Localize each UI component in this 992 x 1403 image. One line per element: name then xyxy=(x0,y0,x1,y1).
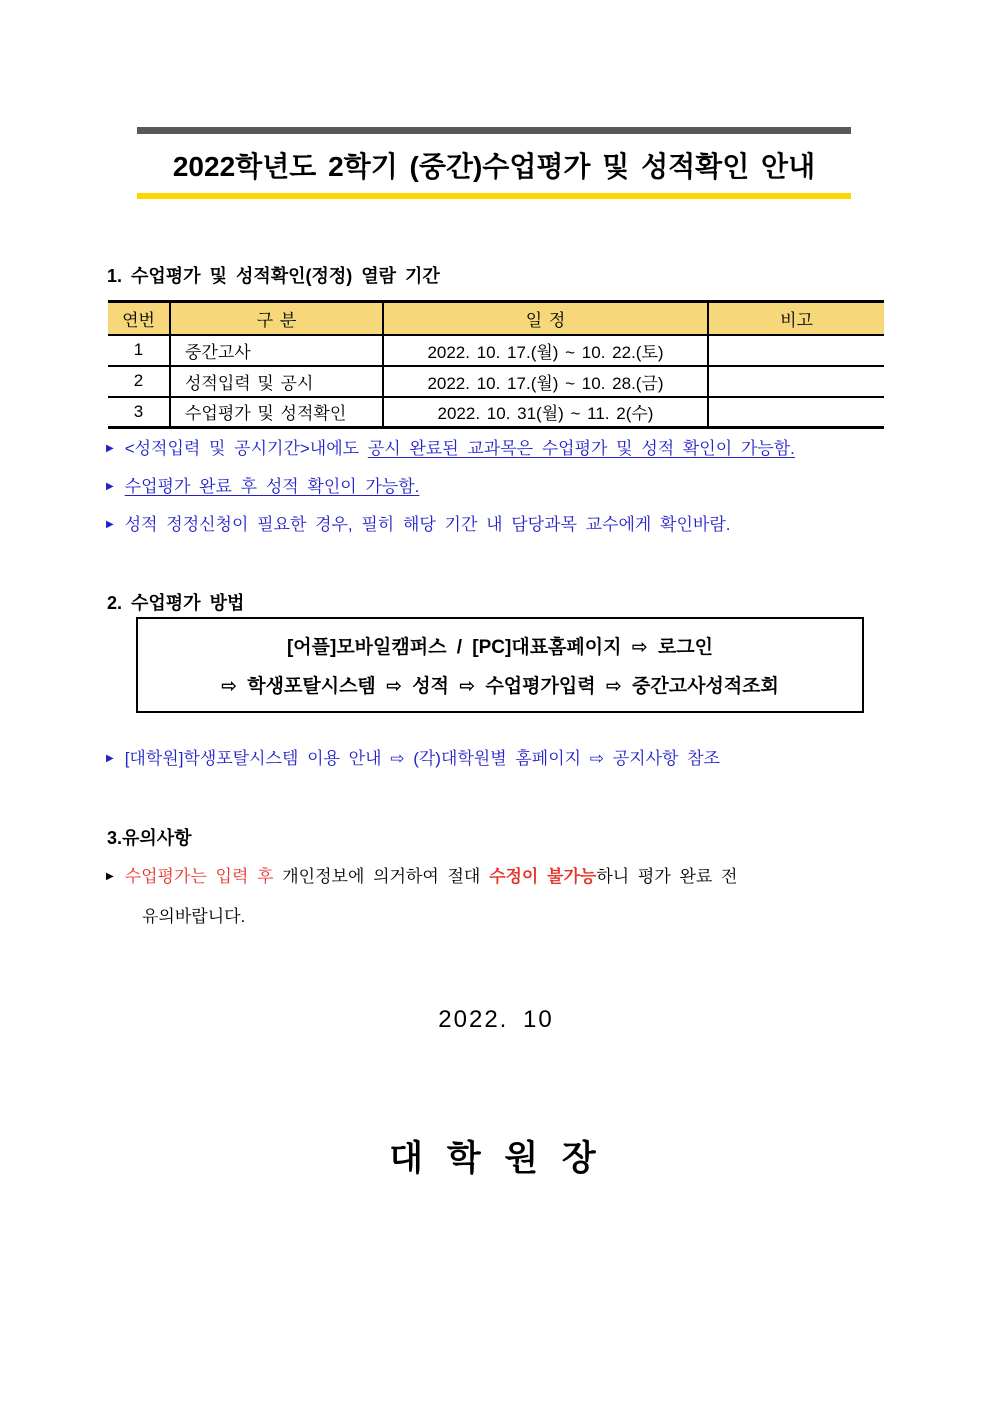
cell-schedule: 2022. 10. 31(월) ~ 11. 2(수) xyxy=(383,397,708,428)
note-text-black: 하니 평가 완료 전 xyxy=(596,867,738,886)
section2-heading: 2. 수업평가 방법 xyxy=(107,593,245,613)
title-top-rule xyxy=(137,127,851,134)
bullet-triangle-icon: ▶ xyxy=(106,443,114,454)
note-item xyxy=(106,512,906,537)
section3-notes xyxy=(106,864,926,929)
cell-note xyxy=(708,366,884,397)
cell-category: 수업평가 및 성적확인 xyxy=(170,397,383,428)
cell-note xyxy=(708,397,884,428)
cell-no: 2 xyxy=(108,366,170,397)
cell-no: 3 xyxy=(133,401,144,421)
note-text-underlined: 공시 완료된 교과목은 수업평가 및 성적 확인이 가능함. xyxy=(367,439,795,458)
bullet-triangle-icon: ▶ xyxy=(106,753,114,764)
title-block xyxy=(137,127,851,199)
cell-schedule: 2022. 10. 17.(월) ~ 10. 22.(토) xyxy=(383,335,708,366)
table-row xyxy=(108,397,884,428)
title-underline-rule xyxy=(137,193,851,199)
cell-note xyxy=(708,335,884,366)
note-text-black: 개인정보에 의거하여 절대 xyxy=(282,867,490,886)
cell-schedule: 2022. 10. 17.(월) ~ 10. 28.(금) xyxy=(383,366,708,397)
evaluation-method-box xyxy=(136,617,864,713)
note-item xyxy=(106,474,906,499)
note-text-plain: <성적입력 및 공시기간>내에도 xyxy=(124,439,368,458)
issue-date: 2022. 10 xyxy=(438,1006,554,1033)
bullet-triangle-icon: ▶ xyxy=(106,481,114,492)
note-text-underlined: 수업평가 완료 후 성적 확인이 가능함. xyxy=(124,477,420,496)
table-header-note: 비고 xyxy=(708,302,884,335)
table-row xyxy=(108,335,884,366)
document-title: 2022학년도 2학기 (중간)수업평가 및 성적확인 안내 xyxy=(172,151,816,182)
cell-category: 성적입력 및 공시 xyxy=(170,366,383,397)
cell-category: 중간고사 xyxy=(170,335,383,366)
note-text xyxy=(125,436,795,461)
signature-dean: 대 학 원 장 xyxy=(389,1139,603,1178)
bullet-triangle-icon: ▶ xyxy=(106,871,114,882)
section1-notes xyxy=(106,436,906,550)
cell-no: 1 xyxy=(108,335,170,366)
note-item xyxy=(106,746,906,771)
table-header-no: 연번 xyxy=(108,302,170,335)
method-flow-line2: ⇨ 학생포탈시스템 ⇨ 성적 ⇨ 수업평가입력 ⇨ 중간고사성적조회 xyxy=(221,676,779,698)
table-header-category: 구 분 xyxy=(170,302,383,335)
section2-notes xyxy=(106,746,906,784)
note-text xyxy=(125,864,738,889)
method-flow-line1: [어플]모바일캠퍼스 / [PC]대표홈페이지 ⇨ 로그인 xyxy=(286,636,714,658)
note-text-red: 수업평가는 입력 후 xyxy=(124,867,283,886)
note-item xyxy=(106,436,906,461)
table-row xyxy=(108,366,884,397)
note-item xyxy=(106,864,926,889)
section1-heading: 1. 수업평가 및 성적확인(정정) 열람 기간 xyxy=(107,266,440,286)
note-text: 성적 정정신청이 필요한 경우, 필히 해당 기간 내 담당과목 교수에게 확인바람. xyxy=(124,515,731,534)
section3-heading: 3.유의사항 xyxy=(107,828,192,848)
note-text-continued: 유의바랍니다. xyxy=(142,907,246,926)
table-header-schedule: 일 정 xyxy=(383,302,708,335)
bullet-triangle-icon: ▶ xyxy=(106,519,114,530)
schedule-table xyxy=(108,300,884,429)
note-text: [대학원]학생포탈시스템 이용 안내 ⇨ (각)대학원별 홈페이지 ⇨ 공지사항 참조 xyxy=(124,749,720,768)
table-header-row xyxy=(108,302,884,335)
note-text-red-bold: 수정이 불가능 xyxy=(489,867,597,886)
